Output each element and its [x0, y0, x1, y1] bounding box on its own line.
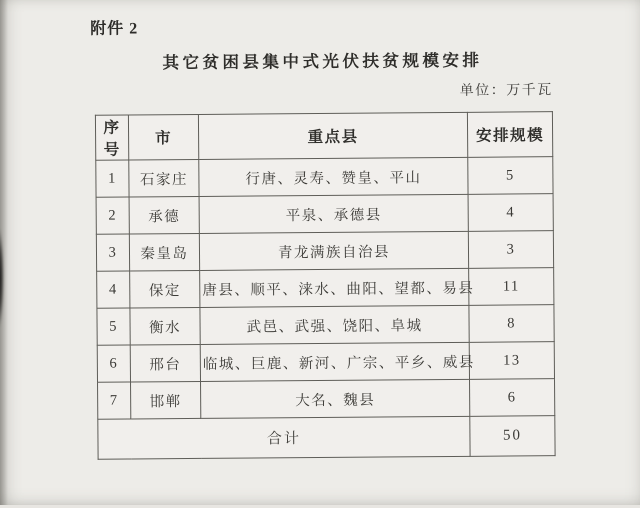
- row-city: 邢台: [130, 344, 200, 382]
- row-counties: 平泉、承德县: [199, 194, 468, 233]
- table-row: [97, 305, 554, 346]
- row-no: 2: [96, 197, 129, 234]
- row-scale: 8: [469, 305, 554, 343]
- row-scale: 11: [469, 268, 554, 306]
- row-counties: 青龙满族自治县: [199, 231, 468, 270]
- row-city: 衡水: [130, 307, 200, 345]
- attachment-label: 附件 2: [90, 20, 139, 38]
- row-no: 3: [96, 234, 129, 271]
- table-total-row: [98, 416, 555, 460]
- header-no: 序号: [95, 115, 128, 160]
- row-counties: 武邑、武强、饶阳、阜城: [200, 305, 469, 344]
- table-header-row: [95, 112, 552, 161]
- total-value: 50: [470, 416, 555, 457]
- row-scale: 4: [468, 194, 553, 232]
- row-city: 承德: [129, 196, 199, 234]
- row-counties: 大名、魏县: [201, 379, 470, 418]
- row-no: 5: [97, 308, 130, 345]
- row-city: 秦皇岛: [129, 233, 199, 271]
- allocation-table: [95, 111, 556, 460]
- row-scale: 13: [469, 342, 554, 380]
- table-row: [96, 157, 553, 198]
- row-city: 保定: [130, 270, 200, 308]
- row-counties: 临城、巨鹿、新河、广宗、平乡、威县: [200, 342, 469, 381]
- row-city: 邯郸: [131, 381, 201, 419]
- table-row: [96, 194, 553, 235]
- document-title: 其它贫困县集中式光伏扶贫规模安排: [162, 50, 483, 73]
- unit-note: 单位：万千瓦: [459, 83, 553, 99]
- row-no: 1: [96, 160, 129, 197]
- header-city: 市: [128, 114, 198, 160]
- table-row: [98, 379, 555, 420]
- row-no: 4: [97, 271, 130, 308]
- row-city: 石家庄: [129, 159, 199, 197]
- row-no: 7: [98, 382, 131, 419]
- row-scale: 3: [468, 231, 553, 269]
- header-scale: 安排规模: [467, 112, 552, 158]
- row-no: 6: [97, 345, 130, 382]
- table-row: [96, 231, 553, 272]
- row-counties: 行唐、灵寿、赞皇、平山: [199, 157, 468, 196]
- row-counties: 唐县、顺平、涞水、曲阳、望都、易县: [200, 268, 469, 307]
- row-scale: 6: [470, 379, 555, 417]
- header-counties: 重点县: [198, 112, 467, 159]
- row-scale: 5: [468, 157, 553, 195]
- table-row: [97, 342, 554, 383]
- table-row: [97, 268, 554, 309]
- total-label: 合计: [98, 416, 470, 459]
